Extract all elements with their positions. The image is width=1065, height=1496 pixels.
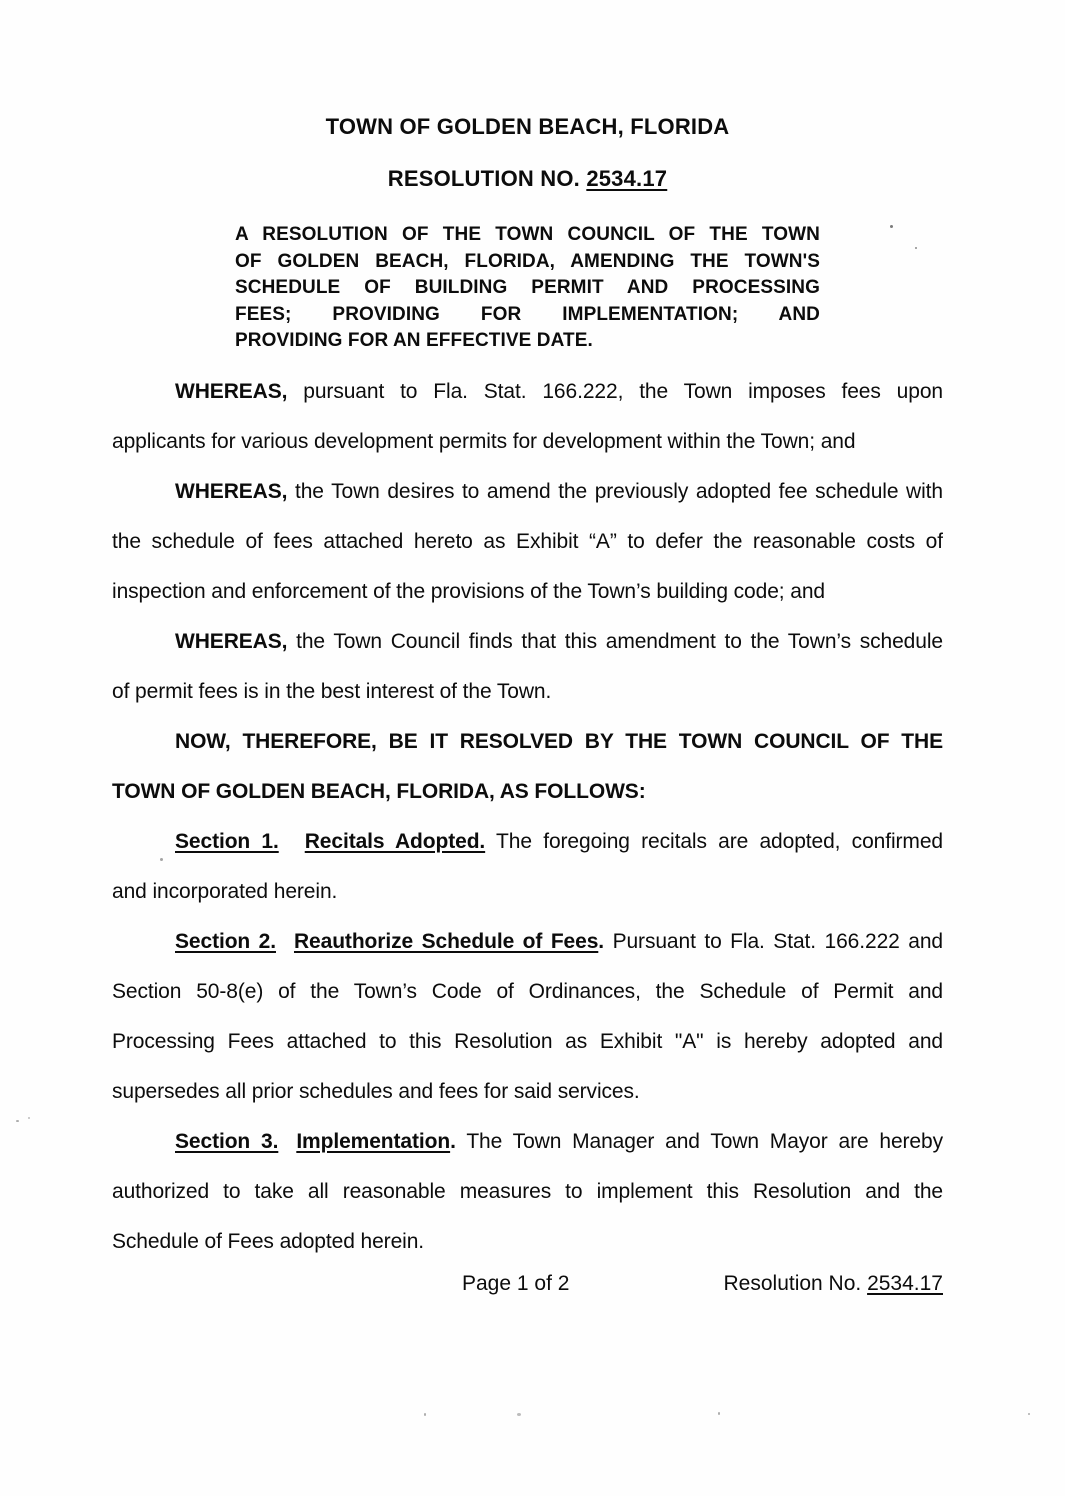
text-run: . xyxy=(598,929,605,953)
scan-artifact xyxy=(160,858,163,861)
text-run: WHEREAS, xyxy=(175,379,288,403)
text-run: Schedule of Fees adopted herein. xyxy=(112,1229,425,1253)
text-run: applicants for various development permits for development within the Town; and xyxy=(112,429,856,453)
text-run: inspection and enforcement of the provisions of the Town’s building code; and xyxy=(112,579,825,603)
resolution-number-heading xyxy=(112,166,943,192)
text-run: Section 1. xyxy=(175,829,279,853)
text-run: pursuant to Fla. Stat. 166.222, the Town imposes fees upon xyxy=(287,379,943,403)
text-line xyxy=(112,1017,943,1067)
text-run: Reauthorize Schedule of Fees xyxy=(293,929,599,953)
text-run: WHEREAS, xyxy=(175,479,288,503)
resolution-prefix: RESOLUTION NO. xyxy=(387,166,587,191)
text-run: the schedule of fees attached hereto as Exhibit “A” to defer the reasonable costs of xyxy=(112,529,943,553)
summary-line: PROVIDING FOR AN EFFECTIVE DATE. xyxy=(235,330,593,351)
page-footer xyxy=(112,1269,943,1299)
text-line xyxy=(112,767,943,817)
text-run: Section 50-8(e) of the Town’s Code of Ordinances, the Schedule of Permit and xyxy=(112,979,943,1003)
text-line xyxy=(112,1167,943,1217)
text-line xyxy=(112,967,943,1017)
text-run: NOW, THEREFORE, BE IT RESOLVED BY THE TOWN COUNCIL OF THE xyxy=(175,729,943,753)
text-line xyxy=(112,467,943,517)
page-content xyxy=(112,0,943,1299)
summary-line: A RESOLUTION OF THE TOWN COUNCIL OF THE TOWN xyxy=(235,224,820,245)
scan-artifact xyxy=(915,247,917,249)
text-run: TOWN OF GOLDEN BEACH, FLORIDA, AS FOLLOWS: xyxy=(112,779,646,803)
text-line xyxy=(112,367,943,417)
summary-line: SCHEDULE OF BUILDING PERMIT AND PROCESSING xyxy=(235,277,820,298)
page-number-label: Page 1 of 2 xyxy=(462,1271,570,1295)
text-run: and incorporated herein. xyxy=(112,879,338,903)
text-run: The foregoing recitals are adopted, confirmed xyxy=(485,829,943,853)
text-line xyxy=(112,667,943,717)
text-run: supersedes all prior schedules and fees for said services. xyxy=(112,1079,640,1103)
resolution-body xyxy=(112,367,943,1267)
footer-resolution-prefix: Resolution No. xyxy=(723,1271,868,1295)
text-run: of permit fees is in the best interest of the Town. xyxy=(112,679,552,703)
text-line xyxy=(112,517,943,567)
scan-artifact xyxy=(28,1117,30,1119)
text-line xyxy=(112,1067,943,1117)
text-run: Implementation xyxy=(296,1129,451,1153)
text-run: Pursuant to Fla. Stat. 166.222 and xyxy=(604,929,943,953)
text-run: The Town Manager and Town Mayor are hereby xyxy=(455,1129,943,1153)
text-line xyxy=(112,1217,943,1267)
text-run: the Town Council finds that this amendment to the Town’s schedule xyxy=(287,629,943,653)
summary-line: FEES; PROVIDING FOR IMPLEMENTATION; AND xyxy=(235,303,820,325)
footer-resolution-number: 2534.17 xyxy=(867,1271,943,1295)
text-run: Section 3. xyxy=(175,1129,279,1153)
document-title: TOWN OF GOLDEN BEACH, FLORIDA xyxy=(325,114,730,139)
scan-artifact xyxy=(517,1413,521,1416)
text-line xyxy=(112,717,943,767)
text-line xyxy=(112,1117,943,1167)
text-line xyxy=(112,417,943,467)
text-run: Recitals Adopted. xyxy=(304,829,486,853)
text-run: WHEREAS, xyxy=(175,629,288,653)
text-line xyxy=(112,917,943,967)
text-run: the Town desires to amend the previously adopted fee schedule with xyxy=(287,479,943,503)
text-line xyxy=(112,617,943,667)
scan-artifact xyxy=(890,225,893,228)
text-run: Processing Fees attached to this Resolution as Exhibit "A" is hereby adopted and xyxy=(112,1029,943,1053)
scan-artifact xyxy=(718,1412,720,1415)
summary-line: OF GOLDEN BEACH, FLORIDA, AMENDING THE TOWN'S xyxy=(235,250,820,272)
resolution-number: 2534.17 xyxy=(586,166,668,191)
text-line xyxy=(112,567,943,617)
text-line xyxy=(112,867,943,917)
text-line xyxy=(112,817,943,867)
scan-artifact xyxy=(424,1413,426,1416)
resolution-summary-block xyxy=(235,222,820,355)
text-run: Section 2. xyxy=(175,929,276,953)
text-run: authorized to take all reasonable measures to implement this Resolution and the xyxy=(112,1179,943,1203)
footer-resolution-label xyxy=(724,1269,944,1299)
text-run: . xyxy=(450,1129,456,1153)
scan-artifact xyxy=(16,1120,19,1122)
scan-artifact xyxy=(1028,1413,1030,1415)
